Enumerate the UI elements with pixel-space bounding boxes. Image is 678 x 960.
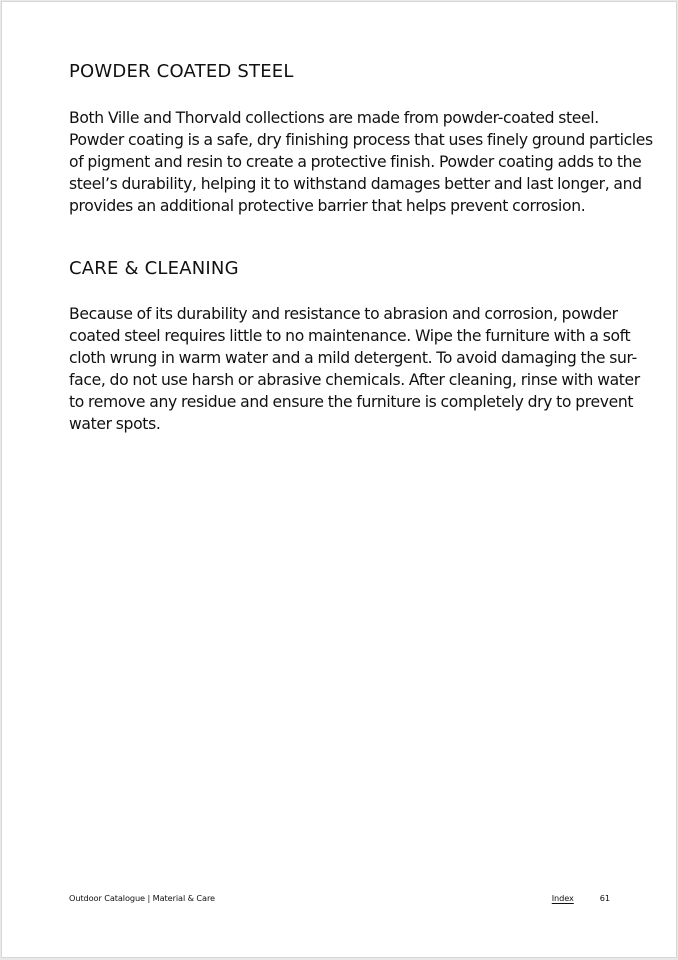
paragraph-line: Because of its durability and resistance to abrasion and corrosion, powder <box>69 305 618 323</box>
paragraph-line: provides an additional protective barrier that helps prevent corrosion. <box>69 197 586 215</box>
footer-navigation <box>552 892 610 904</box>
paragraph-line: coated steel requires little to no maintenance. Wipe the furniture with a soft <box>69 327 631 345</box>
care-cleaning-paragraph <box>69 303 640 435</box>
catalogue-page <box>1 1 677 958</box>
footer-catalogue-title: Outdoor Catalogue | Material & Care <box>69 893 215 903</box>
index-link[interactable]: Index <box>551 893 574 903</box>
paragraph-line: to remove any residue and ensure the furniture is completely dry to prevent <box>69 393 634 411</box>
care-cleaning-heading: CARE & CLEANING <box>69 258 239 279</box>
paragraph-line: Powder coating is a safe, dry finishing process that uses finely ground particles <box>69 131 653 149</box>
paragraph-line: water spots. <box>69 415 161 433</box>
paragraph-line: Both Ville and Thorvald collections are made from powder-coated steel. <box>69 109 599 127</box>
paragraph-line: face, do not use harsh or abrasive chemicals. After cleaning, rinse with water <box>69 371 640 389</box>
paragraph-line: cloth wrung in warm water and a mild detergent. To avoid damaging the sur- <box>69 349 637 367</box>
paragraph-line: of pigment and resin to create a protective finish. Powder coating adds to the <box>69 153 642 171</box>
paragraph-line: steel’s durability, helping it to withstand damages better and last longer, and <box>69 175 642 193</box>
powder-coated-steel-heading: POWDER COATED STEEL <box>69 61 294 82</box>
powder-coated-steel-paragraph <box>69 107 653 217</box>
page-number: 61 <box>599 893 610 903</box>
